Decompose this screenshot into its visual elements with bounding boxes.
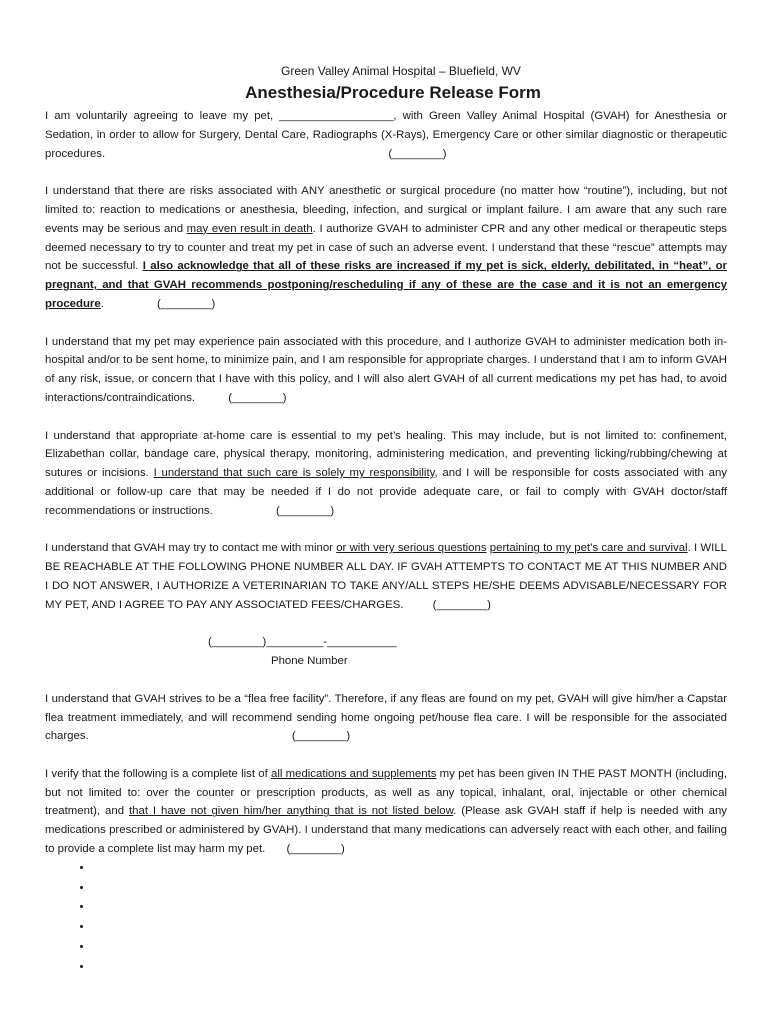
medication-list-item[interactable] [93,938,727,958]
home-care-text-1: I understand that appropriate at-home care is essential to my pet’s healing. This may include, but is not limited to: confinement, Elizabethan collar, bandage care, physical therapy, monitoring, administering medication, and preventing licking/rubbing/chewing at sutures or incisions. [45,429,727,480]
contact-serious-underlined: or with very serious questions [336,542,487,555]
agreement-paragraph [45,107,727,163]
medications-text-2: my pet has been given IN THE PAST MONTH (including, but not limited to: over the counter or prescription products, as well as any topical, inhalant, oral, injectable or other chemical treatment), and [45,767,728,818]
medications-initials-field[interactable]: (________) [286,843,345,856]
contact-survival-underlined: pertaining to my pet’s care and survival [489,542,688,555]
risk-death-underlined: may even result in death [186,222,313,235]
phone-number-field[interactable]: (________)_________-___________ [208,636,397,649]
pain-paragraph [45,333,727,408]
home-care-paragraph [45,427,727,521]
medication-list-item[interactable] [93,918,727,938]
risk-paragraph [45,182,727,314]
medication-list-item[interactable] [93,958,727,978]
home-care-responsibility-underlined: I understand that such care is solely my responsibility [153,467,435,480]
medications-text-1: I verify that the following is a complete list of [45,767,271,780]
agreement-text: I am voluntarily agreeing to leave my pet, __________________, with Green Valley Animal Hospital (GVAH) for Anesthesia or Sedation, in order to allow for Surgery, Dental Care, Radiographs (X-Rays), Emergency Care or other similar diagnostic or therapeutic procedures. [45,110,727,160]
contact-text-2: . I WILL BE REACHABLE AT THE FOLLOWING PHONE NUMBER ALL DAY. IF GVAH ATTEMPTS TO CONTACT ME AT THIS NUMBER AND I DO NOT ANSWER, I AUTHORIZE A VETERINARIAN TO TAKE ANY/ALL STEPS HE/SHE DEEMS ADVISABLE/NECESSARY FOR MY PET, AND I AGREE TO PAY ANY ASSOCIATED FEES/CHARGES. [45,542,727,611]
agreement-initials-field[interactable]: (________) [388,147,447,160]
pain-text: I understand that my pet may experience pain associated with this procedure, and I authorize GVAH to administer medication both in-hospital and/or to be sent home, to minimize pain, and I am responsible for appropriate charges. I understand that I am to inform GVAH of any risk, issue, or concern that I have with this policy, and I will also alert GVAH of all current medications my pet has had, to avoid interactions/contraindications. [45,335,727,404]
risk-initials-field[interactable]: (________) [157,297,216,310]
risk-text-3: . [100,297,104,310]
hospital-name: Green Valley Animal Hospital – Bluefield, WV [281,64,521,78]
medication-list-item[interactable] [93,879,727,899]
risk-text-1: I understand that there are risks associated with ANY anesthetic or surgical procedure (no matter how “routine”), including, but not limited to: reaction to medications or anesthesia, bleeding, infection, and surgical or implant failure. I am aware that any such rare events may be serious and [45,185,727,235]
medications-supplements-underlined: all medications and supplements [271,767,437,780]
phone-number-label: Phone Number [271,655,348,668]
medications-paragraph [45,765,727,859]
medications-text-3: . (Please ask GVAH staff if help is needed with any medications prescribed or administered by GVAH). I understand that many medications can adversely react with each other, and failing to provide a complete list may harm my pet. [45,805,727,856]
risk-acknowledgement-bold: I also acknowledge that all of these risks are increased if my pet is sick, elderly, debilitated, in “heat”, or pregnant, and that GVAH recommends postponing/rescheduling if any of these are the case and it is not an emergency procedure [45,260,727,310]
release-form-page [45,64,727,978]
flea-text: I understand that GVAH strives to be a “flea free facility”. Therefore, if any fleas are found on my pet, GVAH will give him/her a Capstar flea treatment immediately, and will recommend sending home ongoing pet/house flea care. I will be responsible for the associated charges. [45,692,727,743]
contact-paragraph [45,539,727,614]
medications-not-listed-underlined: that I have not given him/her anything that is not listed below [128,805,454,818]
medication-list-item[interactable] [93,859,727,879]
home-care-text-2: , and I will be responsible for costs associated with any additional or follow-up care that may be needed if I do not provide adequate care, or fail to comply with GVAH doctor/staff recommendations or instructions. [45,467,727,517]
flea-paragraph [45,690,727,746]
form-title: Anesthesia/Procedure Release Form [245,83,541,102]
risk-text-2: . I authorize GVAH to administer CPR and any other medical or therapeutic steps deemed necessary to try to counter and treat my pet in case of such an adverse event. I understand that these “rescue” attempts may not be successful. [45,222,727,273]
contact-text-1: I understand that GVAH may try to contact me with minor [45,542,337,555]
home-care-initials-field[interactable]: (________) [275,504,335,517]
medication-list-item[interactable] [93,898,727,918]
medication-list [45,859,727,978]
flea-initials-field[interactable]: (________) [291,730,351,743]
contact-initials-field[interactable]: (________) [432,598,491,611]
pain-initials-field[interactable]: (________) [228,391,287,404]
